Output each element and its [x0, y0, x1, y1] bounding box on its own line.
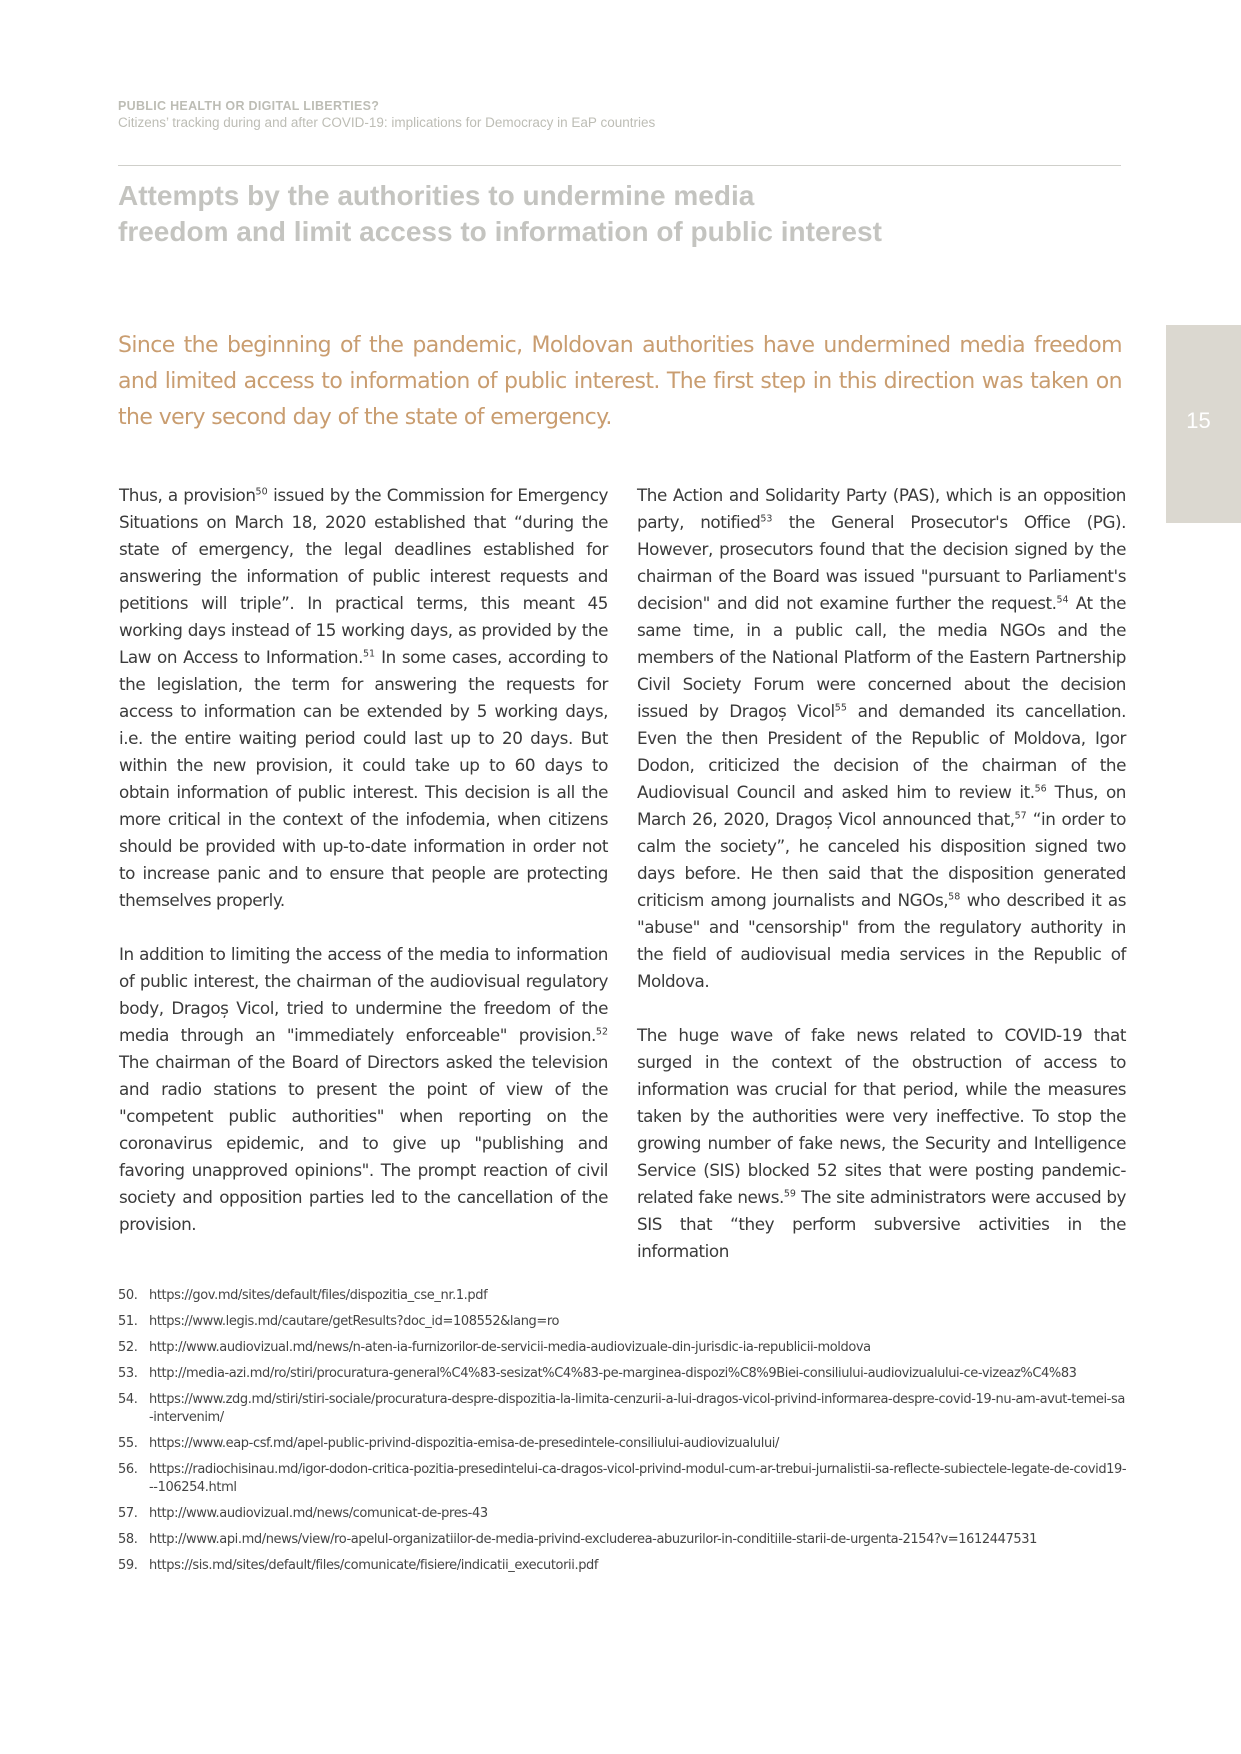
footnote-number: 51. [118, 1314, 138, 1329]
page-number: 15 [1186, 408, 1211, 433]
footnote-link[interactable]: http://www.audiovizual.md/news/n-aten-ia-furnizorilor-de-servicii-media-audiovizuale-din-jurisdic-ia-republicii-moldova [149, 1340, 871, 1355]
footnotes-list [118, 1287, 1128, 1583]
footnote-ref[interactable]: 56 [1034, 783, 1047, 795]
footnote-item [118, 1365, 1128, 1383]
body-text: At the same time, in a public call, the media NGOs and the members of the National Platform of the Eastern Partnership Civil Society Forum were concerned about the decision issued by Dragoș Vicol [637, 593, 1127, 721]
footnote-link[interactable]: https://www.legis.md/cautare/getResults?doc_id=108552&lang=ro [149, 1314, 560, 1329]
footnote-ref[interactable]: 59 [783, 1188, 796, 1200]
footnote-link[interactable]: https://gov.md/sites/default/files/dispozitia_cse_nr.1.pdf [149, 1288, 488, 1303]
footnote-ref[interactable]: 50 [255, 486, 268, 498]
footnote-number: 52. [118, 1340, 138, 1355]
footnote-link[interactable]: https://www.zdg.md/stiri/stiri-sociale/procuratura-despre-dispozitia-la-limita-cenzurii-a-lui-dragos-vicol-privind-informarea-despre-covid-19-nu-am-avut-temei-sa-intervenim/ [149, 1392, 1125, 1425]
footnote-number: 53. [118, 1366, 138, 1381]
footnote-link[interactable]: http://media-azi.md/ro/stiri/procuratura-general%C4%83-sesizat%C4%83-pe-marginea-dispozi%C8%9Biei-consiliului-audiovizualului-ce-vizeaz%C4%83 [149, 1366, 1077, 1381]
running-header-kicker: PUBLIC HEALTH OR DIGITAL LIBERTIES? [118, 99, 380, 113]
body-paragraph [637, 482, 1126, 995]
footnote-item [118, 1505, 1128, 1523]
footnote-item [118, 1461, 1128, 1497]
body-text: issued by the Commission for Emergency Situations on March 18, 2020 established that “during the state of emergency, the legal deadlines established for answering the information of public interest requests and petitions will triple”. In practical terms, this meant 45 working days instead of 15 working days, as provided by the Law on Access to Information. [119, 485, 608, 667]
right-column [637, 482, 1126, 1292]
lead-paragraph: Since the beginning of the pandemic, Moldovan authorities have undermined media freedom and limited access to information of public interest. The first step in this direction was taken on the very second day of the state of emergency. [118, 333, 1122, 430]
footnote-number: 58. [118, 1532, 138, 1547]
footnote-link[interactable]: https://sis.md/sites/default/files/comunicate/fisiere/indicatii_executorii.pdf [149, 1558, 599, 1573]
footnote-ref[interactable]: 54 [1056, 594, 1069, 606]
body-paragraph [637, 1022, 1126, 1265]
body-text: and demanded its cancellation. Even the then President of the Republic of Moldova, Igor Dodon, criticized the decision of the chairman of the Audiovisual Council and asked him to review it. [637, 701, 1126, 802]
footnote-number: 57. [118, 1506, 138, 1521]
body-text: Thus, on March 26, 2020, Dragoș Vicol announced that, [637, 782, 1126, 829]
footnote-item [118, 1531, 1128, 1549]
section-title-line-2: freedom and limit access to information of public interest [118, 216, 882, 247]
left-column [119, 482, 608, 1265]
footnote-ref[interactable]: 55 [834, 702, 847, 714]
running-header-subtitle: Citizens’ tracking during and after COVID-19: implications for Democracy in EaP countries [118, 115, 656, 130]
footnote-item [118, 1287, 1128, 1305]
running-header [118, 98, 1118, 132]
header-divider [118, 165, 1121, 166]
body-text: who described it as "abuse" and "censorship" from the regulatory authority in the field of audiovisual media services in the Republic of Moldova. [637, 890, 1126, 991]
footnote-item [118, 1435, 1128, 1453]
body-text: In some cases, according to the legislation, the term for answering the requests for access to information can be extended by 5 working days, i.e. the entire waiting period could last up to 20 days. But within the new provision, it could take up to 60 days to obtain information of public interest. This decision is all the more critical in the context of the infodemia, when citizens should be provided with up-to-date information in order not to increase panic and to ensure that people are protecting themselves properly. [119, 647, 608, 910]
section-title [118, 178, 1018, 250]
section-title-line-1: Attempts by the authorities to undermine media [118, 180, 755, 211]
footnote-ref[interactable]: 53 [760, 513, 773, 525]
body-paragraph [119, 941, 608, 1238]
body-text: The huge wave of fake news related to COVID-19 that surged in the context of the obstruction of access to information was crucial for that period, while the measures taken by the authorities were very ineffective. To stop the growing number of fake news, the Security and Intelligence Service (SIS) blocked 52 sites that were posting pandemic-related fake news. [637, 1025, 1126, 1207]
footnote-link[interactable]: https://www.eap-csf.md/apel-public-privind-dispozitia-emisa-de-presedintele-consiliului-audiovizualului/ [149, 1436, 780, 1451]
body-text: “in order to calm the society”, he canceled his disposition signed two days before. He then said that the disposition generated criticism among journalists and NGOs, [637, 809, 1126, 910]
footnote-number: 56. [118, 1462, 138, 1477]
footnote-item [118, 1339, 1128, 1357]
footnote-number: 50. [118, 1288, 138, 1303]
body-text: The Action and Solidarity Party (PAS), which is an opposition party, notified [637, 485, 1126, 532]
footnote-link[interactable]: http://www.audiovizual.md/news/comunicat-de-pres-43 [149, 1506, 488, 1521]
footnote-item [118, 1391, 1128, 1427]
footnote-number: 59. [118, 1558, 138, 1573]
footnote-number: 55. [118, 1436, 138, 1451]
footnote-item [118, 1557, 1128, 1575]
body-text: the General Prosecutor's Office (PG). However, prosecutors found that the decision signed by the chairman of the Board was issued "pursuant to Parliament's decision" and did not examine further the request. [637, 512, 1126, 613]
footnote-link[interactable]: https://radiochisinau.md/igor-dodon-critica-pozitia-presedintelui-ca-dragos-vicol-privind-modul-cum-ar-trebui-jurnalistii-sa-reflecte-subiectele-legate-de-covid19---106254.html [149, 1462, 1127, 1495]
body-text: The chairman of the Board of Directors asked the television and radio stations to present the point of view of the "competent public authorities" when reporting on the coronavirus epidemic, and to give up "publishing and favoring unapproved opinions". The prompt reaction of civil society and opposition parties led to the cancellation of the provision. [119, 1052, 608, 1234]
footnote-ref[interactable]: 52 [595, 1026, 608, 1038]
footnote-ref[interactable]: 51 [363, 648, 376, 660]
footnote-number: 54. [118, 1392, 138, 1407]
footnote-ref[interactable]: 58 [948, 891, 961, 903]
body-text: Thus, a provision [119, 485, 256, 505]
body-text: The site administrators were accused by SIS that “they perform subversive activities in the information [637, 1187, 1127, 1261]
footnote-link[interactable]: http://www.api.md/news/view/ro-apelul-organizatiilor-de-media-privind-excluderea-abuzurilor-in-conditiile-starii-de-urgenta-2154?v=1612447531 [149, 1532, 1037, 1547]
body-text: In addition to limiting the access of the media to information of public interest, the chairman of the audiovisual regulatory body, Dragoș Vicol, tried to undermine the freedom of the media through an "immediately enforceable" provision. [119, 944, 608, 1045]
body-paragraph [119, 482, 608, 914]
footnote-ref[interactable]: 57 [1014, 810, 1027, 822]
footnote-item [118, 1313, 1128, 1331]
